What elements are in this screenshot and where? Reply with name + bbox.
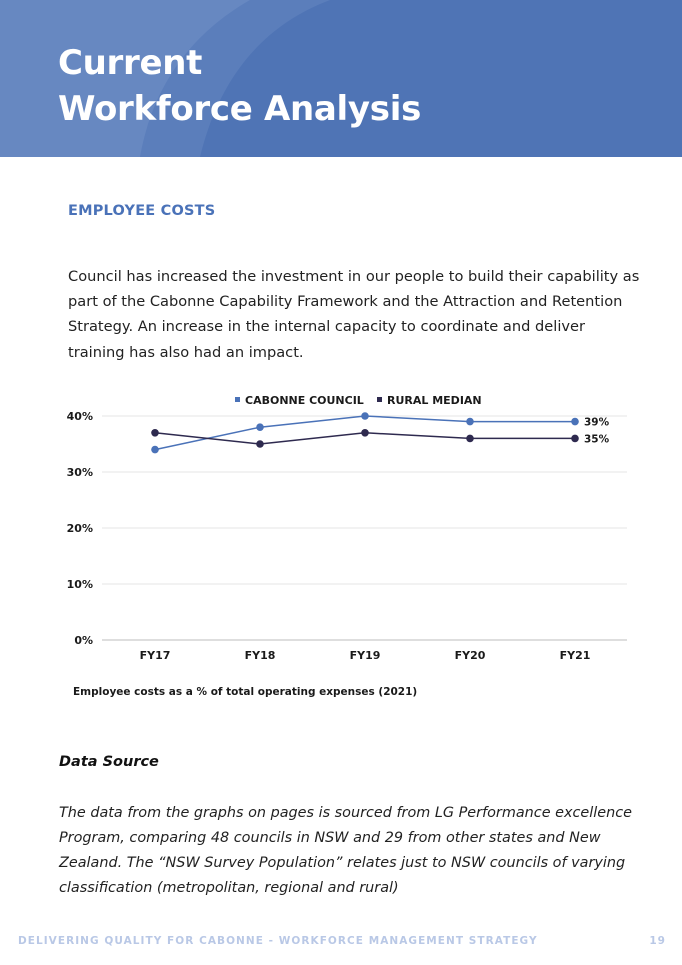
- data-label: 35%: [584, 433, 610, 446]
- data-point: [151, 429, 159, 437]
- y-tick-label: 0%: [74, 634, 93, 647]
- data-point: [571, 435, 579, 443]
- employee-costs-chart: [0, 385, 682, 680]
- header-banner: [0, 0, 682, 157]
- footer-text: DELIVERING QUALITY FOR CABONNE - WORKFORCE MANAGEMENT STRATEGY: [18, 935, 538, 947]
- data-point: [151, 446, 159, 454]
- page-title-line-2: Workforce Analysis: [58, 89, 422, 129]
- legend-label: RURAL MEDIAN: [387, 394, 482, 407]
- page-title: [58, 40, 421, 132]
- x-tick-label: FY18: [244, 649, 276, 662]
- chart-caption: Employee costs as a % of total operating expenses (2021): [73, 686, 418, 698]
- x-tick-label: FY19: [349, 649, 381, 662]
- data-label: 39%: [584, 416, 610, 429]
- data-source-text: The data from the graphs on pages is sourced from LG Performance excellence Program, comparing 48 councils in NSW and 29 from other states and New Zealand. The “NSW Survey Population” relates just to NSW councils of varying classification (metropolitan, regional and rural): [59, 805, 633, 896]
- y-tick-label: 40%: [66, 410, 93, 423]
- x-tick-label: FY20: [454, 649, 486, 662]
- legend-marker: [377, 397, 382, 402]
- x-tick-label: FY17: [139, 649, 171, 662]
- data-point: [571, 418, 579, 426]
- y-tick-label: 10%: [66, 578, 93, 591]
- page-number: 19: [649, 935, 666, 947]
- data-point: [256, 440, 264, 448]
- data-point: [466, 418, 474, 426]
- y-tick-label: 20%: [66, 522, 93, 535]
- x-tick-label: FY21: [559, 649, 591, 662]
- section-heading: EMPLOYEE COSTS: [68, 203, 216, 219]
- page-title-line-1: Current: [58, 43, 203, 83]
- y-tick-label: 30%: [66, 466, 93, 479]
- legend-marker: [235, 397, 240, 402]
- data-point: [361, 412, 369, 420]
- data-point: [256, 423, 264, 431]
- intro-paragraph: Council has increased the investment in our people to build their capability as part of the Cabonne Capability Framework and the Attraction and Retention Strategy. An increase in the internal capacity to coordinate and deliver training has also had an impact.: [68, 268, 640, 361]
- data-point: [466, 435, 474, 443]
- legend-label: CABONNE COUNCIL: [245, 394, 364, 407]
- data-source-heading: Data Source: [59, 754, 159, 770]
- data-point: [361, 429, 369, 437]
